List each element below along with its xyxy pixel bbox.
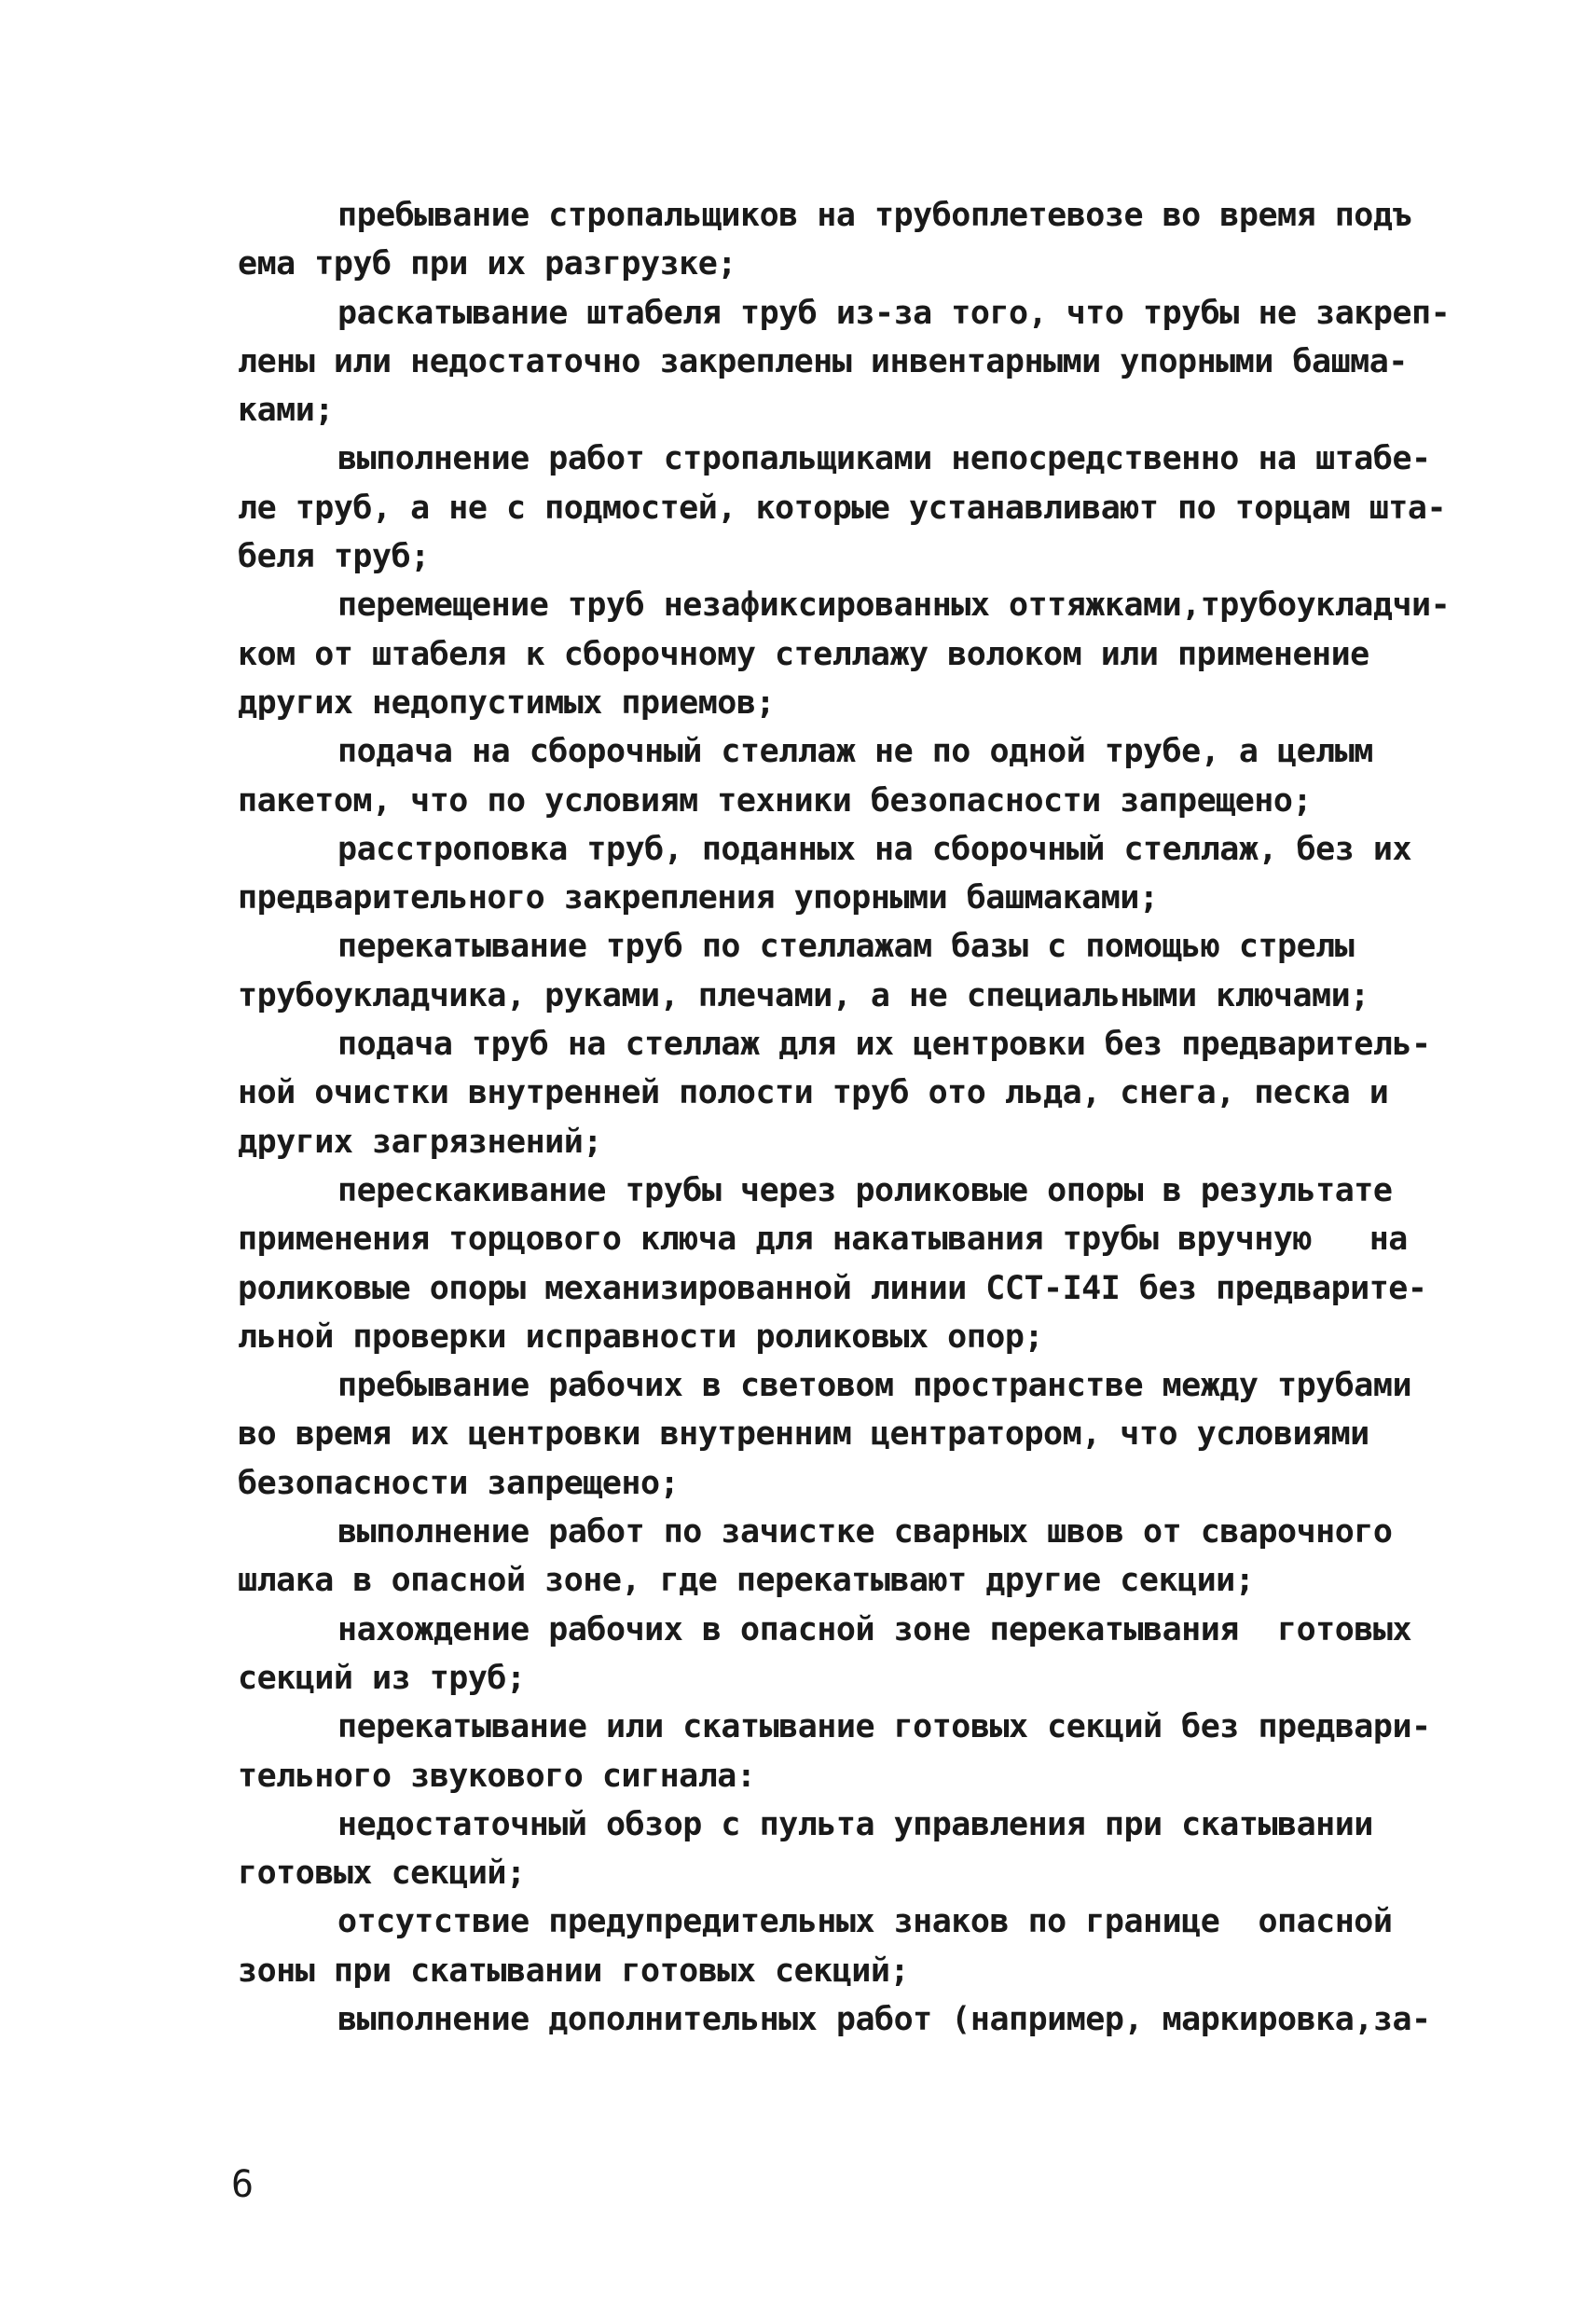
text-line: ной очистки внутренней полости труб ото льда, снега, песка и bbox=[238, 1074, 1389, 1112]
text-line: шлака в опасной зоне, где перекатывают другие секции; bbox=[238, 1562, 1255, 1600]
text-line: секций из труб; bbox=[238, 1659, 526, 1697]
body-text bbox=[238, 191, 1487, 2044]
text-line: ле труб, а не с подмостей, которые устанавливают по торцам шта- bbox=[238, 489, 1447, 527]
text-line: других недопустимых приемов; bbox=[238, 683, 776, 722]
text-line: зоны при скатывании готовых секций; bbox=[238, 1952, 910, 1990]
text-line: недостаточный обзор с пульта управления при скатывании bbox=[337, 1805, 1373, 1843]
text-line: отсутствие предупредительных знаков по границе опасной bbox=[337, 1903, 1393, 1941]
text-line: пакетом, что по условиям техники безопасности запрещено; bbox=[238, 781, 1313, 820]
page-number: 6 bbox=[231, 2163, 255, 2206]
text-line: расстроповка труб, поданных на сборочный стеллаж, без их bbox=[337, 830, 1412, 868]
text-line: готовых секций; bbox=[238, 1855, 526, 1893]
text-line: безопасности запрещено; bbox=[238, 1464, 680, 1502]
text-line: предварительного закрепления упорными башмаками; bbox=[238, 879, 1159, 917]
text-line: перескакивание трубы через роликовые опоры в результате bbox=[337, 1171, 1393, 1209]
text-line: трубоукладчика, руками, плечами, а не специальными ключами; bbox=[238, 976, 1369, 1014]
text-line: льной проверки исправности роликовых опор; bbox=[238, 1317, 1044, 1356]
text-line: во время их центровки внутренним центратором, что условиями bbox=[238, 1415, 1369, 1454]
text-line: лены или недостаточно закреплены инвентарными упорными башма- bbox=[238, 342, 1408, 380]
text-line: перемещение труб незафиксированных оттяжками,трубоукладчи- bbox=[337, 586, 1451, 625]
text-line: применения торцового ключа для накатывания трубы вручную на bbox=[238, 1221, 1408, 1259]
text-line: раскатывание штабеля труб из-за того, что трубы не закреп- bbox=[337, 294, 1451, 332]
text-line: выполнение работ по зачистке сварных швов от сварочного bbox=[337, 1513, 1393, 1552]
text-line: подача труб на стеллаж для их центровки без предваритель- bbox=[337, 1026, 1431, 1064]
text-line: нахождение рабочих в опасной зоне перекатывания готовых bbox=[337, 1610, 1412, 1648]
text-line: ками; bbox=[238, 392, 334, 430]
text-line: пребывание рабочих в световом пространстве между трубами bbox=[337, 1367, 1412, 1405]
text-line: ком от штабеля к сборочному стеллажу волоком или применение bbox=[238, 635, 1369, 673]
text-line: перекатывание или скатывание готовых секций без предвари- bbox=[337, 1708, 1431, 1746]
text-line: ема труб при их разгрузке; bbox=[238, 245, 736, 283]
text-line: подача на сборочный стеллаж не по одной трубе, а целым bbox=[337, 733, 1373, 771]
text-line: пребывание стропальщиков на трубоплетевозе во время подъ bbox=[337, 197, 1412, 234]
text-line: выполнение работ стропальщиками непосредственно на штабе- bbox=[337, 440, 1431, 478]
text-line: выполнение дополнительных работ (например, маркировка,за- bbox=[337, 2000, 1431, 2038]
text-line: роликовые опоры механизированной линии ССТ-I4I без предварите- bbox=[238, 1269, 1427, 1307]
text-line: тельного звукового сигнала: bbox=[238, 1757, 756, 1795]
text-line: беля труб; bbox=[238, 538, 430, 576]
text-line: перекатывание труб по стеллажам базы с помощью стрелы bbox=[337, 928, 1355, 966]
text-line: других загрязнений; bbox=[238, 1123, 602, 1161]
